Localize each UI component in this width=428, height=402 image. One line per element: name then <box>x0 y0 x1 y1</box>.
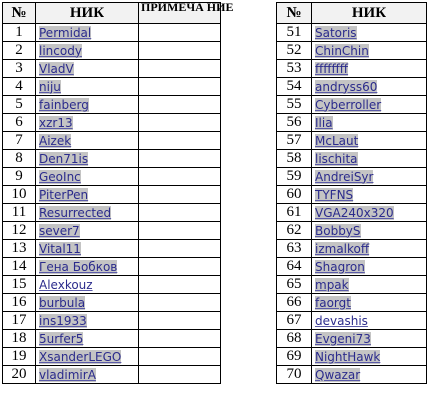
nick-cell <box>36 312 139 330</box>
note-header-label: ПРИМЕЧА НИЕ <box>141 0 234 14</box>
table-row <box>3 168 221 186</box>
row-number: 62 <box>277 222 312 240</box>
row-number: 1 <box>3 24 36 42</box>
note-cell <box>139 60 221 78</box>
table-row <box>3 276 221 294</box>
nick-cell <box>312 294 427 312</box>
note-cell <box>139 186 221 204</box>
table-row <box>3 312 221 330</box>
nick-cell <box>312 168 427 186</box>
table-row <box>3 222 221 240</box>
nick-cell <box>36 222 139 240</box>
row-number: 56 <box>277 114 312 132</box>
nick-cell <box>312 24 427 42</box>
table-row <box>3 42 221 60</box>
row-number: 2 <box>3 42 36 60</box>
table-row <box>277 114 427 132</box>
table-row <box>3 240 221 258</box>
note-cell <box>139 24 221 42</box>
nick-cell <box>312 60 427 78</box>
nick-cell <box>312 204 427 222</box>
row-number: 14 <box>3 258 36 276</box>
nick-cell <box>312 96 427 114</box>
nick-link[interactable]: burbula <box>39 295 86 310</box>
nick-cell <box>36 330 139 348</box>
nick-link[interactable]: mpak <box>315 277 349 292</box>
table-row <box>277 24 427 42</box>
note-cell <box>139 312 221 330</box>
nick-cell <box>36 294 139 312</box>
right-table-body <box>277 24 427 384</box>
note-cell <box>139 366 221 384</box>
nick-link[interactable]: TYFNS <box>315 187 354 202</box>
nick-link[interactable]: XsanderLEGO <box>39 349 122 364</box>
row-number: 61 <box>277 204 312 222</box>
nick-link[interactable]: PiterPen <box>39 187 89 202</box>
nick-link[interactable]: VladV <box>39 61 74 76</box>
right-nick-table <box>276 2 427 384</box>
nick-link[interactable]: VGA240x320 <box>315 205 394 220</box>
table-row <box>277 96 427 114</box>
table-row <box>3 150 221 168</box>
table-row <box>277 42 427 60</box>
nick-cell <box>36 24 139 42</box>
nick-link[interactable]: xzr13 <box>39 115 73 130</box>
row-number: 9 <box>3 168 36 186</box>
note-cell <box>139 240 221 258</box>
note-cell <box>139 168 221 186</box>
table-row <box>3 204 221 222</box>
row-number: 69 <box>277 348 312 366</box>
nick-link[interactable]: vladimirA <box>39 367 96 382</box>
note-cell <box>139 294 221 312</box>
note-cell <box>139 114 221 132</box>
nick-link[interactable]: Aizek <box>39 133 72 148</box>
nick-cell <box>36 96 139 114</box>
table-row <box>3 96 221 114</box>
nick-cell <box>312 366 427 384</box>
nick-cell <box>312 240 427 258</box>
nick-link[interactable]: ffffffff <box>315 61 349 76</box>
nick-link[interactable]: Гена Бобков <box>39 259 118 274</box>
note-cell <box>139 42 221 60</box>
nick-link[interactable]: Den71is <box>39 151 89 166</box>
table-row <box>277 150 427 168</box>
nick-link[interactable]: sever7 <box>39 223 80 238</box>
right-header-row <box>277 3 427 24</box>
nick-link[interactable]: Evgeni73 <box>315 331 371 346</box>
nick-cell <box>36 186 139 204</box>
row-number: 6 <box>3 114 36 132</box>
nick-link[interactable]: niju <box>39 79 61 94</box>
left-nick-table <box>2 0 234 384</box>
nick-cell <box>36 240 139 258</box>
nick-cell <box>312 132 427 150</box>
table-row <box>277 294 427 312</box>
note-cell <box>139 204 221 222</box>
left-note-header <box>139 0 234 24</box>
table-row <box>3 366 221 384</box>
note-cell <box>139 222 221 240</box>
table-row <box>3 258 221 276</box>
nick-cell <box>312 114 427 132</box>
nick-cell <box>312 186 427 204</box>
nick-link[interactable]: ins1933 <box>39 313 87 328</box>
table-row <box>3 24 221 42</box>
table-row <box>3 132 221 150</box>
nick-link[interactable]: izmalkoff <box>315 241 370 256</box>
left-header-row <box>3 3 221 24</box>
nick-cell <box>312 258 427 276</box>
note-cell <box>139 78 221 96</box>
table-row <box>277 222 427 240</box>
right-num-header: № <box>277 3 312 24</box>
nick-cell <box>312 150 427 168</box>
row-number: 12 <box>3 222 36 240</box>
nick-cell <box>36 150 139 168</box>
left-table-body <box>3 24 221 384</box>
nick-cell <box>36 42 139 60</box>
nick-link[interactable]: Resurrected <box>39 205 112 220</box>
table-row <box>3 186 221 204</box>
nick-link[interactable]: ChinChin <box>315 43 369 58</box>
left-num-header: № <box>3 3 36 24</box>
nick-cell <box>312 312 427 330</box>
nick-cell <box>36 276 139 294</box>
table-row <box>277 168 427 186</box>
nick-link[interactable]: McLaut <box>315 133 359 148</box>
nick-cell <box>312 78 427 96</box>
row-number: 68 <box>277 330 312 348</box>
row-number: 58 <box>277 150 312 168</box>
left-nick-header: НИК <box>36 3 139 24</box>
nick-link[interactable]: Satoris <box>315 25 357 40</box>
table-row <box>277 186 427 204</box>
nick-link[interactable]: GeoInc <box>39 169 81 184</box>
row-number: 5 <box>3 96 36 114</box>
table-row <box>277 348 427 366</box>
nick-link[interactable]: lincody <box>39 43 82 58</box>
nick-cell <box>36 168 139 186</box>
nick-link[interactable]: AndreiSyr <box>315 169 374 184</box>
table-row <box>3 294 221 312</box>
note-cell <box>139 330 221 348</box>
row-number: 3 <box>3 60 36 78</box>
note-cell <box>139 258 221 276</box>
row-number: 13 <box>3 240 36 258</box>
nick-link[interactable]: NightHawk <box>315 349 381 364</box>
row-number: 20 <box>3 366 36 384</box>
nick-cell <box>312 222 427 240</box>
nick-cell <box>312 330 427 348</box>
nick-link[interactable]: Vital11 <box>39 241 81 256</box>
row-number: 51 <box>277 24 312 42</box>
table-row <box>277 60 427 78</box>
nick-link[interactable]: andryss60 <box>315 79 378 94</box>
table-row <box>277 366 427 384</box>
row-number: 11 <box>3 204 36 222</box>
nick-link[interactable]: Cyberroller <box>315 97 382 112</box>
table-row <box>277 204 427 222</box>
row-number: 54 <box>277 78 312 96</box>
note-cell <box>139 96 221 114</box>
row-number: 10 <box>3 186 36 204</box>
nick-link[interactable]: 5urfer5 <box>39 331 84 346</box>
row-number: 70 <box>277 366 312 384</box>
nick-link[interactable]: devashis <box>315 313 368 328</box>
table-row <box>3 114 221 132</box>
table-row <box>277 258 427 276</box>
row-number: 60 <box>277 186 312 204</box>
nick-link[interactable]: Qwazar <box>315 367 361 382</box>
row-number: 57 <box>277 132 312 150</box>
nick-cell <box>312 42 427 60</box>
row-number: 19 <box>3 348 36 366</box>
nick-cell <box>36 132 139 150</box>
row-number: 15 <box>3 276 36 294</box>
table-row <box>3 348 221 366</box>
row-number: 65 <box>277 276 312 294</box>
row-number: 66 <box>277 294 312 312</box>
table-row <box>3 60 221 78</box>
nick-cell <box>36 348 139 366</box>
nick-cell <box>36 204 139 222</box>
nick-cell <box>36 114 139 132</box>
nick-link[interactable]: Alexkouz <box>39 277 93 292</box>
table-row <box>277 78 427 96</box>
nick-cell <box>312 348 427 366</box>
nick-link[interactable]: fainberg <box>39 97 89 112</box>
row-number: 7 <box>3 132 36 150</box>
nick-link[interactable]: lischita <box>315 151 358 166</box>
nick-cell <box>36 60 139 78</box>
table-row <box>277 132 427 150</box>
row-number: 18 <box>3 330 36 348</box>
row-number: 64 <box>277 258 312 276</box>
nick-cell <box>312 276 427 294</box>
note-cell <box>139 132 221 150</box>
table-row <box>277 330 427 348</box>
nick-link[interactable]: Shagron <box>315 259 365 274</box>
row-number: 53 <box>277 60 312 78</box>
table-row <box>3 330 221 348</box>
right-nick-header: НИК <box>312 3 427 24</box>
note-cell <box>139 348 221 366</box>
row-number: 63 <box>277 240 312 258</box>
row-number: 16 <box>3 294 36 312</box>
nick-cell <box>36 258 139 276</box>
row-number: 17 <box>3 312 36 330</box>
nick-link[interactable]: Ilia <box>315 115 333 130</box>
nick-link[interactable]: faorgt <box>315 295 351 310</box>
nick-cell <box>36 78 139 96</box>
row-number: 52 <box>277 42 312 60</box>
row-number: 59 <box>277 168 312 186</box>
row-number: 55 <box>277 96 312 114</box>
table-row <box>277 276 427 294</box>
row-number: 8 <box>3 150 36 168</box>
table-row <box>277 240 427 258</box>
nick-cell <box>36 366 139 384</box>
table-row <box>3 78 221 96</box>
table-row <box>277 312 427 330</box>
row-number: 67 <box>277 312 312 330</box>
note-cell <box>139 276 221 294</box>
nick-link[interactable]: BobbyS <box>315 223 361 238</box>
row-number: 4 <box>3 78 36 96</box>
note-cell <box>139 150 221 168</box>
nick-link[interactable]: Permidal <box>39 25 92 40</box>
